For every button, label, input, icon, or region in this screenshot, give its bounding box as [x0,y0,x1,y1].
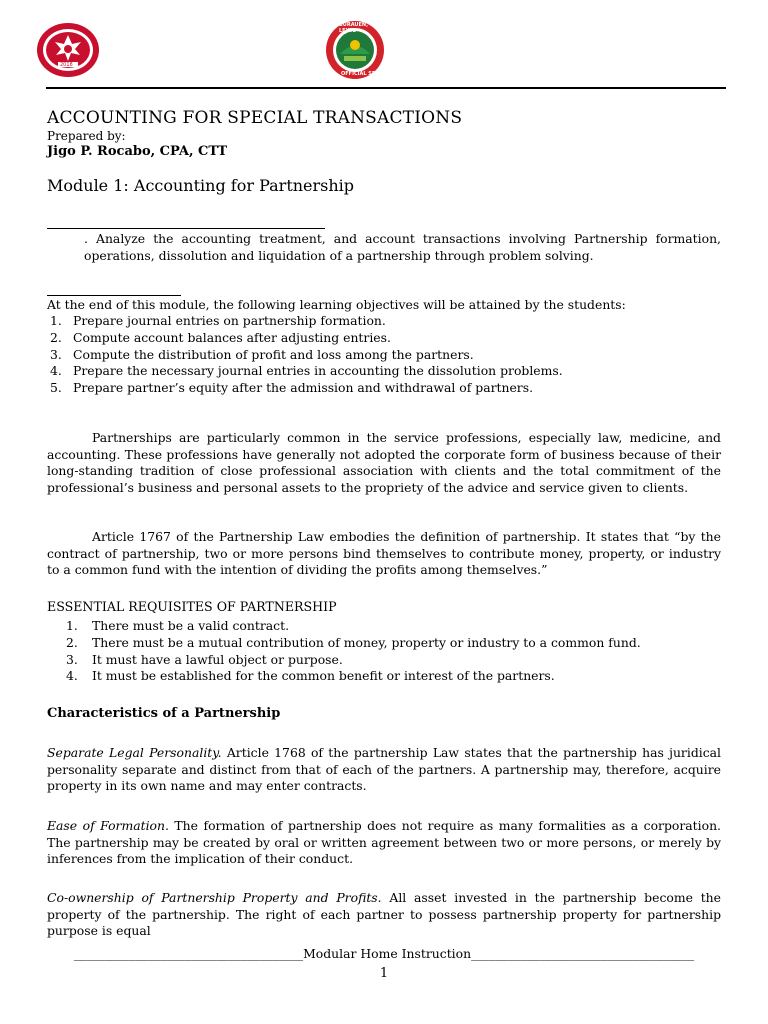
characteristic-paragraph: Separate Legal Personality. Article 1768 of the partnership Law states that the partnership has juridical personality separate and distinct from that of each of the partners. A partnership may, therefore, acquire property in its own name and may enter contracts. [47,745,721,794]
list-item: 5. Prepare partner’s equity after the admission and withdrawal of partners. [50,380,534,396]
characteristic-term: Co-ownership of Partnership Property and Profits. [47,890,382,905]
characteristic-paragraph: Co-ownership of Partnership Property and Profits. All asset invested in the partnership become the property of the partnership. The right of each partner to possess partnership property for partnership purpose is equal [47,890,721,939]
paragraph-partnerships: Partnerships are particularly common in the service professions, especially law, medicine, and accounting. These professions have generally not adopted the corporate form of business because of their long-standing tradition of close professional association with clients and the total commitment of the professional’s business and personal assets to the propriety of the advice and service given to clients. [47,430,721,495]
requisites-heading: ESSENTIAL REQUISITES OF PARTNERSHIP [47,599,337,614]
learning-goal: . Analyze the accounting treatment, and account transactions involving Partnership formation, operations, dissolution and liquidation of a partnership through problem solving. [84,231,721,263]
characteristics-heading: Characteristics of a Partnership [47,706,281,721]
author-name: Jigo P. Rocabo, CPA, CTT [47,144,228,159]
footer-label: _____________________________________Modular Home Instruction____________________________________ [73,946,695,961]
course-title: ACCOUNTING FOR SPECIAL TRANSACTIONS [47,108,463,128]
list-item: 3. Compute the distribution of profit and loss among the partners. [50,346,474,362]
characteristic-term: Ease of Formation. [47,818,169,833]
objectives-list [47,313,563,397]
seal-year: 2018 [60,62,73,68]
paragraph-article-1767: Article 1767 of the Partnership Law embodies the definition of partnership. It states that “by the contract of partnership, two or more persons bind themselves to contribute money, property, or industry to a common fund with the intention of dividing the profits among themselves.” [47,529,721,578]
seal-bottom-text: OFFICIAL SEAL [341,71,383,77]
characteristic-paragraph: Ease of Formation. The formation of partnership does not require as many formalities as a corporation. The partnership may be created by oral or written agreement between two or more persons, or merely by inferences from the implication of their conduct. [47,818,721,867]
objectives-intro: At the end of this module, the following learning objectives will be attained by the students: [47,297,626,312]
section-underline [47,295,181,296]
list-item: 1. There must be a valid contract. [66,618,290,633]
requisites-list [66,618,641,685]
seal-top-text: BURAUEN, LEYTE [339,22,368,34]
list-item: 4. It must be established for the common benefit or interest of the partners. [66,668,555,684]
module-title: Module 1: Accounting for Partnership [47,176,355,195]
list-item: 4. Prepare the necessary journal entries in accounting the dissolution problems. [50,363,563,379]
prepared-by-label: Prepared by: [47,129,126,143]
official-seal-logo [324,20,386,84]
list-item: 2. Compute account balances after adjusting entries. [50,329,391,345]
list-item: 1. Prepare journal entries on partnership formation. [50,313,386,328]
section-underline [47,228,325,229]
list-item: 3. It must have a lawful object or purpose. [66,651,343,667]
school-seal-logo [36,22,100,82]
characteristic-term: Separate Legal Personality. [47,745,222,760]
header-rule [46,87,726,89]
list-item: 2. There must be a mutual contribution of money, property or industry to a common fund. [66,634,641,650]
page-number: 1 [379,966,389,981]
